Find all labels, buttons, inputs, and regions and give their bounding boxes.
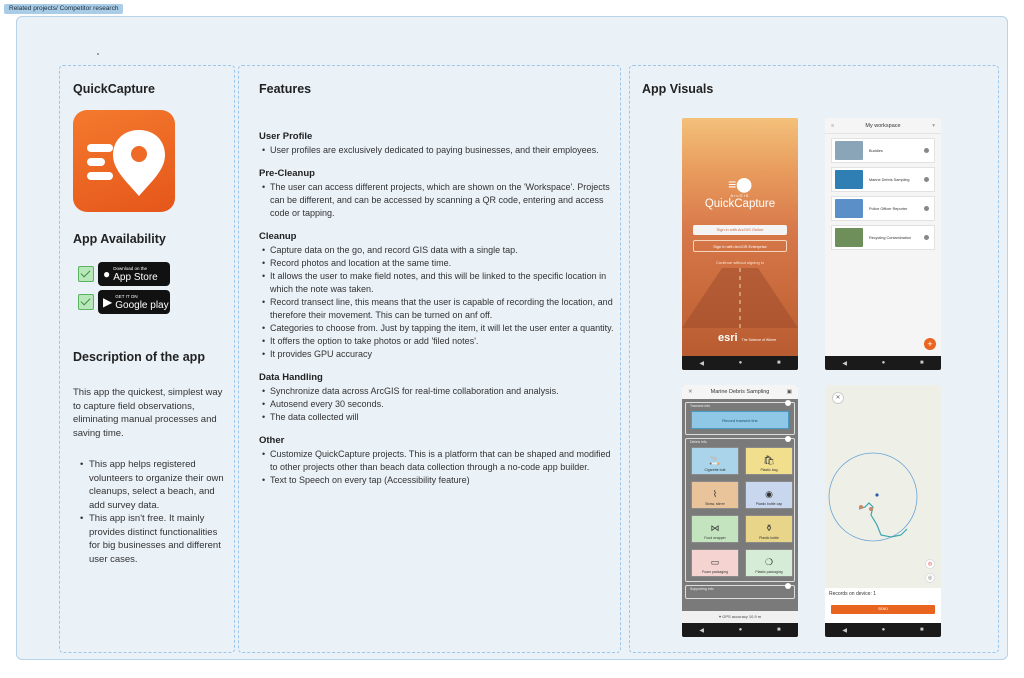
feature-section-heading: Other [259, 435, 285, 446]
debris-label: Straw, stirrer [705, 502, 725, 506]
home-icon[interactable]: ● [738, 360, 743, 366]
project-thumbnail [835, 228, 863, 247]
checkbox-icon [78, 294, 94, 310]
recents-icon[interactable]: ■ [920, 360, 924, 366]
debris-tile[interactable] [745, 549, 793, 577]
list-item[interactable] [831, 196, 935, 221]
list-item: • Synchronize data across ArcGIS for real-time collaboration and analysis. [259, 385, 614, 398]
transect-group [685, 402, 795, 435]
esri-logo [718, 332, 776, 344]
list-item: • This app helps registered volunteers to organize their own cleanups, select a beach, and add survey data. [73, 458, 228, 512]
badge-caption: GET IT ON [115, 293, 138, 299]
list-item: • The user can access different projects, which are shown on the 'Workspace'. Projects can be different, and can be accessed by scanning a QR code, entering and access code or tapping. [259, 181, 614, 220]
filter-icon[interactable]: ▾ [932, 123, 935, 129]
description-text: This app the quickest, simplest way to capture field observations, eliminating manual processes and saving time. [73, 387, 223, 439]
list-item: • This app isn't free. It mainly provides distinct functionalities for big businesses and different user cases. [73, 512, 228, 566]
list-item: • The data collected will [259, 411, 614, 424]
project-thumbnail [835, 199, 863, 218]
feature-section-heading: Pre-Cleanup [259, 168, 315, 179]
project-thumbnail [835, 170, 863, 189]
debris-label: Food wrapper [704, 536, 726, 540]
quickcapture-column [59, 65, 235, 653]
list-item: • Record photos and location at the same time. [259, 257, 614, 270]
info-icon[interactable] [924, 235, 929, 240]
list-item: • It allows the user to make field notes, and this will be linked to the specific location in which the note was taken. [259, 270, 614, 296]
records-count: Records on device: 1 [829, 591, 876, 597]
recents-icon[interactable]: ■ [777, 360, 781, 366]
info-icon[interactable] [924, 206, 929, 211]
app-icon [73, 110, 175, 212]
list-item: • Categories to choose from. Just by tapping the item, it will let the user enter a quantity. [259, 322, 614, 335]
quickcapture-icon: ≡⬤ [728, 176, 752, 192]
project-thumbnail [835, 141, 863, 160]
send-button[interactable]: SEND [831, 605, 935, 614]
arcgis-label: ArcGIS [730, 193, 750, 198]
list-item: • It provides GPU accuracy [259, 348, 614, 361]
sampling-title: Marine Debris Sampling [710, 389, 770, 395]
apple-icon: ● [103, 267, 111, 281]
debris-group [685, 438, 795, 582]
breadcrumb-tag: Related projects/ Competitor research [4, 4, 123, 14]
debris-icon: ⌇ [712, 489, 718, 499]
list-item: • Autosend every 30 seconds. [259, 398, 614, 411]
add-project-button[interactable]: + [924, 338, 936, 350]
features-column [238, 65, 621, 653]
list-item: • Capture data on the go, and record GIS data with a single tap. [259, 244, 614, 257]
sign-in-online-button[interactable]: Sign in with ArcGIS Online [693, 225, 787, 235]
locate-icon[interactable]: ◎ [925, 573, 935, 583]
android-navbar [682, 623, 798, 637]
map-view[interactable] [825, 385, 941, 585]
workspace-screenshot [825, 118, 941, 370]
map-screenshot [825, 385, 941, 637]
android-navbar [682, 356, 798, 370]
continue-link[interactable]: Continue without signing in [716, 260, 764, 265]
collapse-icon[interactable] [785, 436, 791, 442]
app-logo [682, 176, 798, 210]
debris-label: Foam packaging [702, 570, 728, 574]
debris-icon: ◉ [765, 489, 773, 499]
app-store-badge[interactable] [98, 262, 170, 286]
gps-accuracy [682, 611, 798, 623]
recents-icon[interactable]: ■ [920, 627, 924, 633]
project-name: Marine Debris Sampling [869, 177, 910, 182]
feature-list [259, 385, 614, 424]
back-icon[interactable]: ◀ [699, 360, 704, 367]
info-icon[interactable] [924, 177, 929, 182]
feature-list [259, 448, 614, 487]
debris-tile[interactable] [745, 515, 793, 543]
stray-dot [97, 53, 99, 55]
debris-tile[interactable] [691, 447, 739, 475]
home-icon[interactable]: ● [881, 627, 886, 633]
list-item[interactable] [831, 167, 935, 192]
features-list [259, 130, 614, 487]
back-icon[interactable]: ◀ [842, 627, 847, 634]
list-item: • It offers the option to take photos or add 'filed notes'. [259, 335, 614, 348]
android-navbar [825, 623, 941, 637]
debris-label: Plastic bottle cap [755, 502, 783, 506]
debris-tile[interactable] [745, 481, 793, 509]
list-item: • Record transect line, this means that the user is capable of recording the location, and therefore their movement. This can be turned on anf off. [259, 296, 614, 322]
sampling-screenshot [682, 385, 798, 637]
info-icon[interactable] [924, 148, 929, 153]
group-label: Supporting info [690, 587, 714, 591]
badge-label: Google play [115, 299, 169, 311]
debris-icon: ▭ [710, 557, 720, 567]
badge-label: App Store [113, 271, 158, 283]
supporting-group [685, 585, 795, 599]
gps-icon: ⌖ [718, 614, 723, 619]
description-heading: Description of the app [73, 350, 205, 364]
feature-section-heading: Cleanup [259, 231, 297, 242]
debris-tile[interactable] [691, 515, 739, 543]
workspace-header [825, 118, 941, 134]
badge-caption: Download on the [113, 265, 148, 271]
esri-tagline: The Science of Where [741, 338, 777, 342]
app-title: QuickCapture [73, 82, 155, 96]
group-label: Transect info [690, 404, 711, 408]
sampling-header [682, 385, 798, 399]
visuals-column [629, 65, 999, 653]
availability-heading: App Availability [73, 232, 166, 246]
close-icon[interactable]: ✕ [688, 389, 693, 395]
workspace-title: My workspace [865, 123, 901, 129]
list-item[interactable] [831, 225, 935, 250]
debris-icon: ⋈ [710, 523, 720, 533]
play-icon: ▶ [103, 295, 113, 309]
home-icon[interactable]: ● [881, 360, 886, 366]
collapse-icon[interactable] [785, 583, 791, 589]
menu-icon[interactable]: ≡ [831, 123, 835, 129]
research-board [16, 16, 1008, 660]
google-play-badge[interactable] [98, 290, 170, 314]
visuals-heading: App Visuals [642, 82, 714, 96]
gps-text: GPS accuracy 10.9 m [722, 614, 762, 619]
list-item: • Text to Speech on every tap (Accessibility feature) [259, 474, 614, 487]
map-icon[interactable]: ▣ [786, 389, 792, 395]
back-icon[interactable]: ◀ [842, 360, 847, 367]
debris-icon: ❍ [764, 557, 774, 567]
description-list [73, 458, 228, 566]
debris-label: Plastic bottle [759, 536, 779, 540]
debris-icon: ⚱ [765, 523, 773, 533]
features-heading: Features [259, 82, 312, 96]
esri-wordmark: esri [718, 332, 738, 344]
debris-tile[interactable] [691, 481, 739, 509]
login-screenshot [682, 118, 798, 370]
home-icon[interactable]: ● [738, 627, 743, 633]
feature-list [259, 144, 614, 157]
debris-label: Plastic bag [760, 468, 778, 472]
project-name: Recycling Contamination [869, 235, 911, 240]
feature-section-heading: Data Handling [259, 372, 323, 383]
debris-tile[interactable] [691, 549, 739, 577]
android-navbar [825, 356, 941, 370]
list-item: • User profiles are exclusively dedicated to paying businesses, and their employees. [259, 144, 614, 157]
feature-list [259, 181, 614, 220]
recents-icon[interactable]: ■ [777, 627, 781, 633]
project-name: Buddies [869, 148, 883, 153]
sign-in-enterprise-button[interactable]: Sign in with ArcGIS Enterprise [693, 240, 787, 252]
debris-label: Plastic packaging [755, 570, 783, 574]
debris-label: Cigarette butt [704, 468, 726, 472]
feature-section-heading: User Profile [259, 131, 313, 142]
app-name: QuickCapture [704, 198, 776, 210]
checkbox-icon [78, 266, 94, 282]
list-item[interactable] [831, 138, 935, 163]
close-icon[interactable]: ✕ [832, 392, 844, 404]
group-label: Debris info [690, 440, 707, 444]
feature-list [259, 244, 614, 361]
list-item: • Customize QuickCapture projects. This is a platform that can be shaped and modified to other projects other than beach data collection through a no-code app builder. [259, 448, 614, 474]
back-icon[interactable]: ◀ [699, 627, 704, 634]
collapse-icon[interactable] [785, 400, 791, 406]
debris-icon: 🛍 [763, 455, 775, 465]
store-badges [78, 262, 170, 318]
project-name: Police Officer Reporter [869, 206, 908, 211]
debris-tile[interactable] [745, 447, 793, 475]
record-transect-button[interactable]: Record transect line [691, 411, 789, 429]
layers-icon[interactable]: ◍ [925, 559, 935, 569]
debris-icon: 🚬 [709, 455, 721, 465]
